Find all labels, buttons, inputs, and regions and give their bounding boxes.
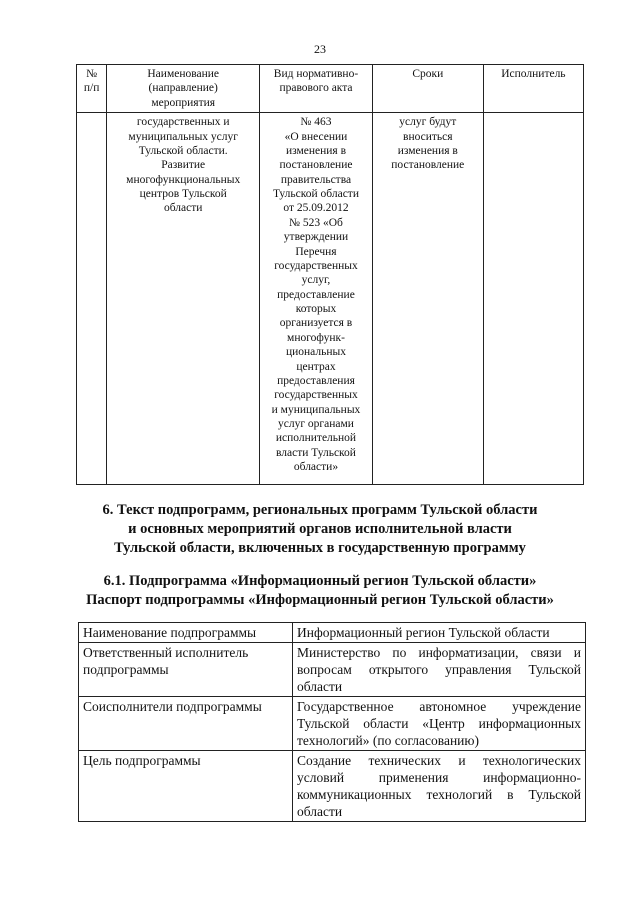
passport-value: Информационный регион Тульской области (293, 623, 586, 643)
text-line: Паспорт подпрограммы «Информационный регион Тульской области» (86, 592, 554, 608)
text-line: № 463 (300, 116, 332, 129)
text-line: которых (295, 303, 337, 315)
text-line: многофункциональных (126, 173, 241, 186)
text-line: 6. Текст подпрограмм, региональных программ Тульской области (102, 502, 538, 518)
passport-value: Создание технических и технологических условий применения информационно-коммуникационных технологий в Тульской области (293, 751, 586, 822)
page-number: 23 (314, 42, 326, 56)
text-line: Перечня (295, 245, 337, 258)
text-line: муниципальных услуг (128, 130, 238, 143)
text-line: услуг будут (399, 116, 457, 129)
table-row (79, 623, 586, 643)
passport-key (79, 751, 293, 822)
text-line: от 25.09.2012 (283, 202, 349, 215)
measures-table-header (77, 65, 584, 113)
text-line: услуг, (301, 274, 331, 287)
text-line: № (86, 68, 98, 80)
table-row (79, 697, 586, 751)
text-line: правового акта (279, 82, 353, 95)
text-line: и основных мероприятий органов исполнительной власти (128, 521, 512, 537)
passport-key (79, 623, 293, 643)
text-line: Тульской области. (138, 144, 228, 157)
text-line: № 523 «Об (289, 216, 343, 229)
text-line: подпрограммы (83, 662, 169, 677)
text-line: центрах (296, 360, 336, 373)
cell-num (77, 113, 107, 485)
header-act (260, 65, 373, 113)
passport-value: Министерство по информатизации, связи и вопросам открытого управления Тульской области (293, 643, 586, 697)
table-row (77, 113, 584, 485)
passport-value: Государственное автономное учреждение Тульской области «Центр информационных технологий» (по согласованию) (293, 697, 586, 751)
measures-table (76, 64, 584, 485)
text-line: изменения в (397, 144, 458, 157)
header-executor: Исполнитель (483, 65, 583, 113)
text-line: Ответственный исполнитель (83, 645, 249, 660)
section-6-1-heading (0, 572, 640, 610)
text-line: власти Тульской (275, 446, 356, 459)
text-line: вноситься (403, 130, 453, 143)
text-line: услуг органами (278, 418, 354, 430)
text-line: «О внесении (284, 130, 348, 143)
text-line: Наименование подпрограммы (83, 625, 257, 640)
text-line: постановление (279, 159, 353, 172)
text-line: правительства (280, 173, 352, 186)
text-line: Наименование (147, 68, 220, 80)
text-line: предоставление (277, 288, 355, 301)
text-line: организуется в (279, 317, 353, 330)
header-terms: Сроки (372, 65, 483, 113)
header-num (77, 65, 107, 113)
table-row (79, 643, 586, 697)
passport-key (79, 643, 293, 697)
text-line: Тульской области (272, 188, 359, 200)
text-line: государственных (274, 259, 358, 272)
text-line: мероприятия (151, 96, 216, 109)
text-line: Соисполнители подпрограммы (83, 699, 262, 714)
text-line: изменения в (285, 144, 347, 157)
cell-act (260, 113, 373, 485)
text-line: области» (293, 461, 339, 474)
cell-terms (372, 113, 483, 485)
text-line: многофунк- (287, 331, 345, 344)
text-line: Вид нормативно- (273, 68, 359, 80)
text-line: постановление (391, 159, 465, 172)
text-line: (направление) (148, 82, 218, 95)
text-line: Тульской области, включенных в государственную программу (114, 540, 526, 556)
text-line: области (163, 202, 203, 215)
text-line: государственных (274, 389, 358, 402)
cell-executor (483, 113, 583, 485)
text-line: центров Тульской (139, 188, 227, 200)
text-line: утверждении (283, 231, 349, 244)
text-line: предоставления (277, 374, 355, 387)
cell-name (107, 113, 260, 485)
text-line: Развитие (161, 159, 206, 172)
text-line: исполнительной (275, 432, 357, 445)
text-line: и муниципальных (271, 403, 361, 416)
section-6-heading (0, 501, 640, 558)
text-line: 6.1. Подпрограмма «Информационный регион Тульской области» (103, 573, 537, 589)
table-row (79, 751, 586, 822)
passport-table (78, 622, 586, 822)
passport-key (79, 697, 293, 751)
header-name (107, 65, 260, 113)
text-line: циональных (285, 346, 346, 359)
text-line: п/п (83, 82, 100, 95)
text-line: Цель подпрограммы (83, 753, 201, 768)
text-line: государственных и (136, 116, 230, 129)
